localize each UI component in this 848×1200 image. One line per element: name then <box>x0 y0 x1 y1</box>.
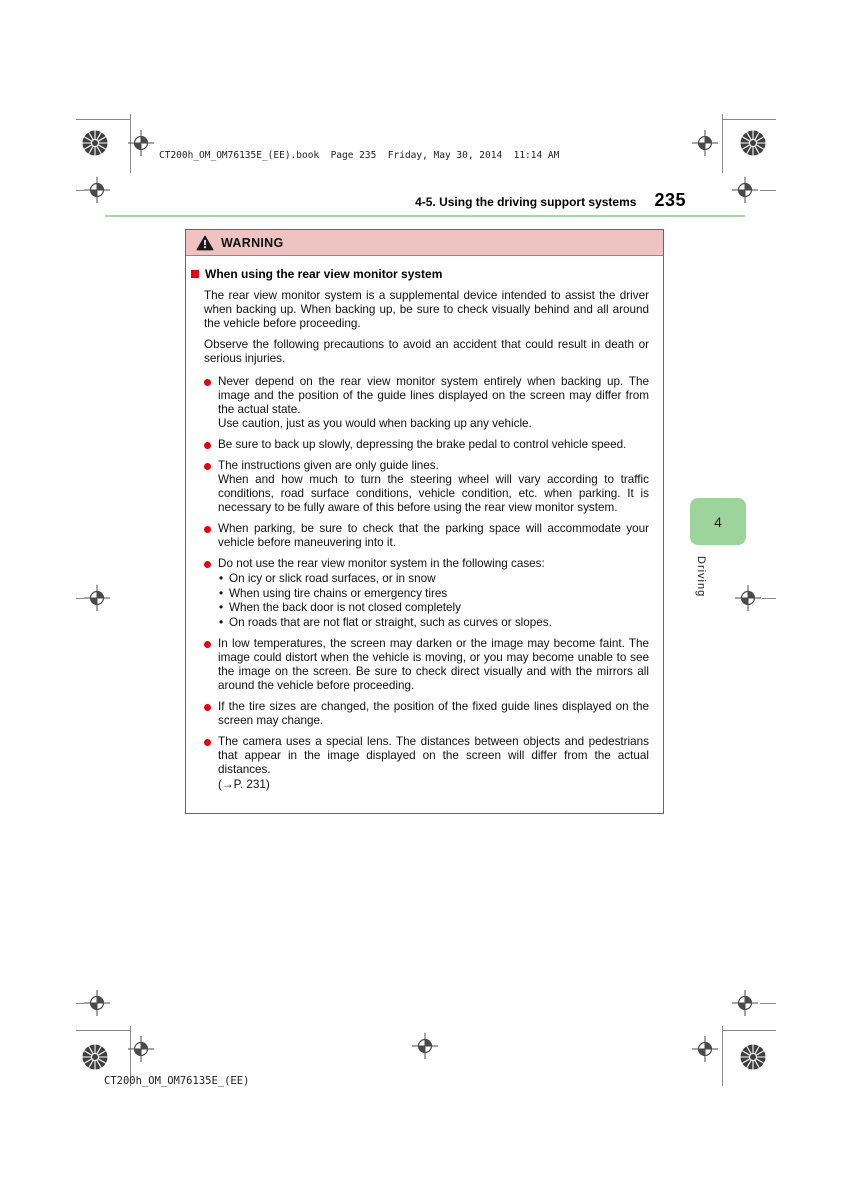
pinwheel-mark <box>741 131 766 156</box>
registration-mark <box>84 177 110 203</box>
bullet-text: When and how much to turn the steering wheel will vary according to traffic conditions, road surface conditions, vehicle condition, etc. when parking. It is necessary to be fully aware of this before using the rear view monitor system. <box>218 473 649 514</box>
warning-sub-bullet-list <box>218 572 649 630</box>
warning-box <box>185 229 664 814</box>
pinwheel-mark <box>83 1045 108 1070</box>
warning-bullet-item <box>204 700 649 728</box>
warning-box-header <box>186 230 663 256</box>
bullet-text: Do not use the rear view monitor system in the following cases: <box>218 557 545 570</box>
warning-bullet-item <box>204 438 649 452</box>
pinwheel-mark <box>741 1045 766 1070</box>
warning-bullet-item <box>204 522 649 550</box>
registration-mark <box>732 990 758 1016</box>
registration-mark <box>84 990 110 1016</box>
warning-title: WARNING <box>221 235 284 250</box>
chapter-number: 4 <box>714 513 722 530</box>
warning-bullet-item <box>204 637 649 693</box>
sub-bullet-item: • When the back door is not closed completely <box>218 601 649 616</box>
bullet-text: The camera uses a special lens. The distances between objects and pedestrians that appear in the image displayed on the screen will differ from the actual distances. <box>218 735 649 776</box>
warning-section-heading <box>191 267 649 281</box>
pinwheel-mark <box>83 131 108 156</box>
chapter-label-vertical: Driving <box>695 556 707 598</box>
warning-bullet-item <box>204 557 649 630</box>
red-circle-bullet-icon <box>204 641 211 648</box>
red-circle-bullet-icon <box>204 463 211 470</box>
book-header-line: CT200h_OM_OM76135E_(EE).book Page 235 Friday, May 30, 2014 11:14 AM <box>159 150 560 161</box>
registration-mark <box>735 585 761 611</box>
registration-mark <box>128 1036 154 1062</box>
warning-bullet-item <box>204 375 649 431</box>
warning-bullet-item <box>204 459 649 515</box>
bullet-text: The instructions given are only guide lines. <box>218 459 439 472</box>
bullet-text: Never depend on the rear view monitor system entirely when backing up. The image and the position of the guide lines displayed on the screen may differ from the actual state. <box>218 375 649 416</box>
registration-mark <box>412 1033 438 1059</box>
bullet-text: Be sure to back up slowly, depressing the brake pedal to control vehicle speed. <box>218 438 627 451</box>
red-circle-bullet-icon <box>204 561 211 568</box>
sub-bullet-item: • On roads that are not flat or straight, such as curves or slopes. <box>218 616 649 631</box>
warning-content <box>186 256 663 813</box>
page-number: 235 <box>654 190 686 210</box>
registration-mark <box>128 130 154 156</box>
bullet-text: If the tire sizes are changed, the position of the fixed guide lines displayed on the screen may change. <box>218 700 649 727</box>
header-rule <box>105 215 745 217</box>
chapter-tab <box>690 498 746 545</box>
warning-heading-text: When using the rear view monitor system <box>205 267 443 281</box>
sub-bullet-item: • When using tire chains or emergency tires <box>218 587 649 602</box>
red-square-bullet-icon <box>191 270 199 278</box>
warning-bullet-item <box>204 735 649 792</box>
section-title: 4-5. Using the driving support systems <box>415 195 637 209</box>
red-circle-bullet-icon <box>204 526 211 533</box>
bullet-text: In low temperatures, the screen may darken or the image may become faint. The image could distort when the vehicle is moving, or you may become unable to see the image on the screen. Be sure to check direct visually and with the mirrors all around the vehicle before proceeding. <box>218 637 649 692</box>
warning-triangle-icon <box>196 235 214 251</box>
intro-paragraph: The rear view monitor system is a supplemental device intended to assist the driver when backing up. When backing up, be sure to check visually behind and all around the vehicle before proceeding. <box>204 289 649 330</box>
page-reference: (→P. 231) <box>218 778 270 791</box>
page-header <box>415 190 686 211</box>
registration-mark <box>692 1036 718 1062</box>
registration-mark <box>84 585 110 611</box>
bullet-text: Use caution, just as you would when backing up any vehicle. <box>218 417 532 430</box>
red-circle-bullet-icon <box>204 739 211 746</box>
red-circle-bullet-icon <box>204 442 211 449</box>
footer-filename: CT200h_OM_OM76135E_(EE) <box>104 1075 250 1087</box>
bullet-text: When parking, be sure to check that the parking space will accommodate your vehicle before maneuvering into it. <box>218 522 649 549</box>
intro-paragraph: Observe the following precautions to avoid an accident that could result in death or serious injuries. <box>204 338 649 365</box>
red-circle-bullet-icon <box>204 704 211 711</box>
registration-mark <box>692 130 718 156</box>
warning-bullet-list <box>204 375 649 792</box>
sub-bullet-item: • On icy or slick road surfaces, or in snow <box>218 572 649 587</box>
red-circle-bullet-icon <box>204 379 211 386</box>
registration-mark <box>732 177 758 203</box>
